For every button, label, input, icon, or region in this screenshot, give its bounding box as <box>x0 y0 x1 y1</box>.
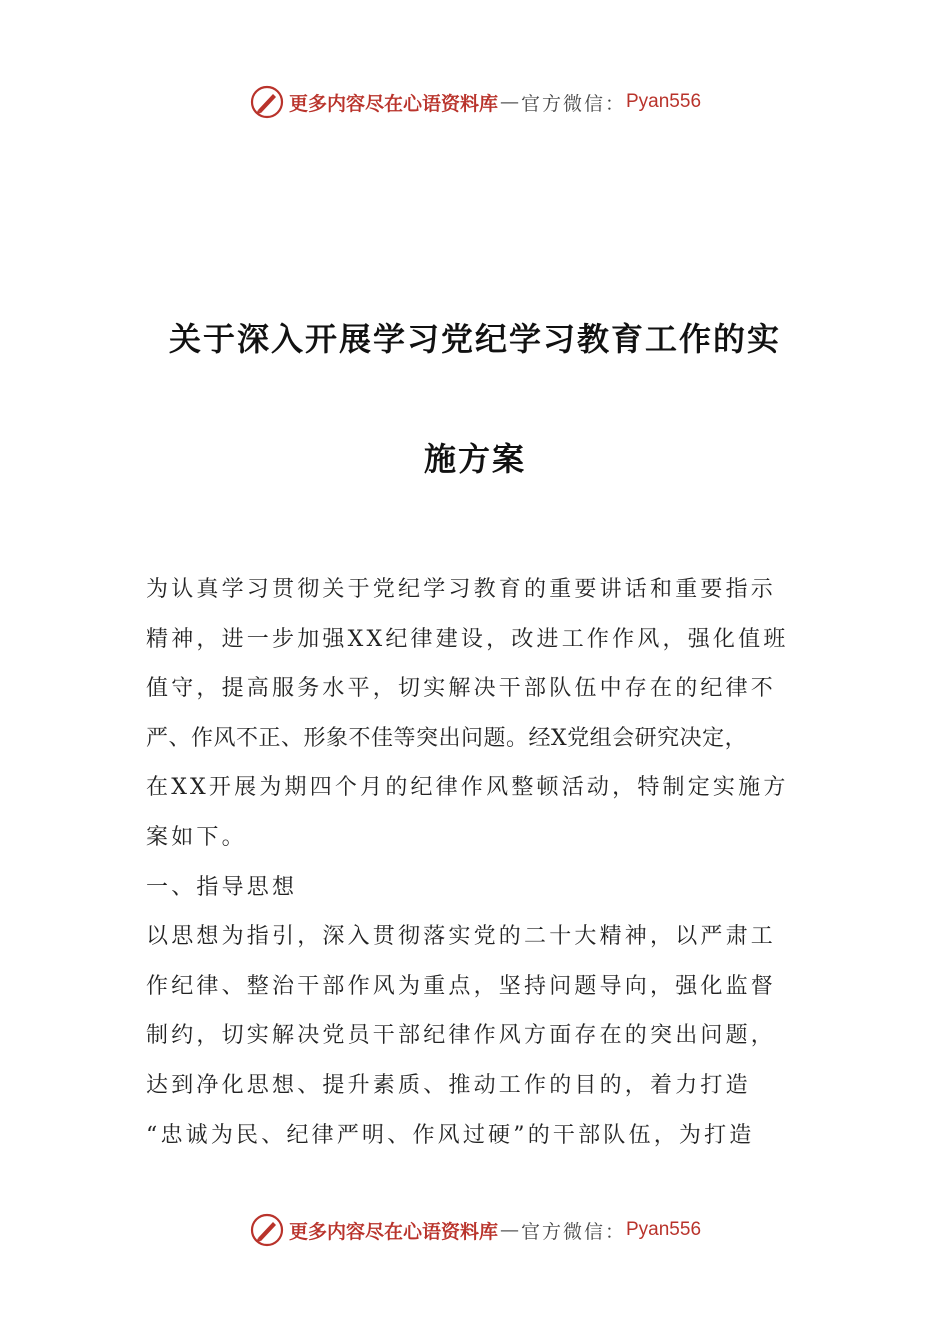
banner-wechat-id: Pyan556 <box>626 91 702 112</box>
body-line: 严、作风不正、形象不佳等突出问题。经X党组会研究决定， <box>146 725 748 751</box>
header-watermark-banner <box>0 82 950 122</box>
document-title-line1: 关于深入开展学习党纪学习教育工作的实 <box>168 320 781 358</box>
document-body <box>146 565 806 1160</box>
banner-dash: — <box>499 91 519 113</box>
body-line: 为认真学习贯彻关于党纪学习教育的重要讲话和重要指示 <box>146 577 777 602</box>
body-line: 在XX开展为期四个月的纪律作风整顿活动，特制定实施方 <box>146 775 789 801</box>
banner-main-text: 更多内容尽在心语资料库 <box>288 92 498 115</box>
banner-dash: — <box>499 1219 519 1241</box>
banner-sub-text: 官方微信： <box>520 92 626 115</box>
body-line: 作纪律、整治干部作风为重点，坚持问题导向，强化监督 <box>146 973 777 999</box>
body-line: 案如下。 <box>146 824 247 850</box>
body-line: 制约，切实解决党员干部纪律作风方面存在的突出问题， <box>146 1023 777 1049</box>
banner-wechat-id: Pyan556 <box>626 1219 702 1240</box>
body-line: “忠诚为民、纪律严明、作风过硬”的干部队伍，为打造 <box>146 1122 755 1148</box>
pen-logo-icon <box>249 1212 285 1248</box>
body-line: 值守，提高服务水平，切实解决干部队伍中存在的纪律不 <box>146 676 777 702</box>
banner-main-text: 更多内容尽在心语资料库 <box>288 1220 498 1243</box>
pen-logo-icon <box>249 84 285 120</box>
document-title-line2: 施方案 <box>423 440 526 478</box>
body-line: 以思想为指引，深入贯彻落实党的二十大精神，以严肃工 <box>146 924 777 950</box>
body-line: 达到净化思想、提升素质、推动工作的目的，着力打造 <box>146 1072 751 1098</box>
footer-watermark-banner <box>0 1210 950 1250</box>
body-line: 精神，进一步加强XX纪律建设，改进工作作风，强化值班 <box>146 626 789 652</box>
section-heading: 一、指导思想 <box>146 874 298 900</box>
banner-sub-text: 官方微信： <box>520 1220 626 1243</box>
